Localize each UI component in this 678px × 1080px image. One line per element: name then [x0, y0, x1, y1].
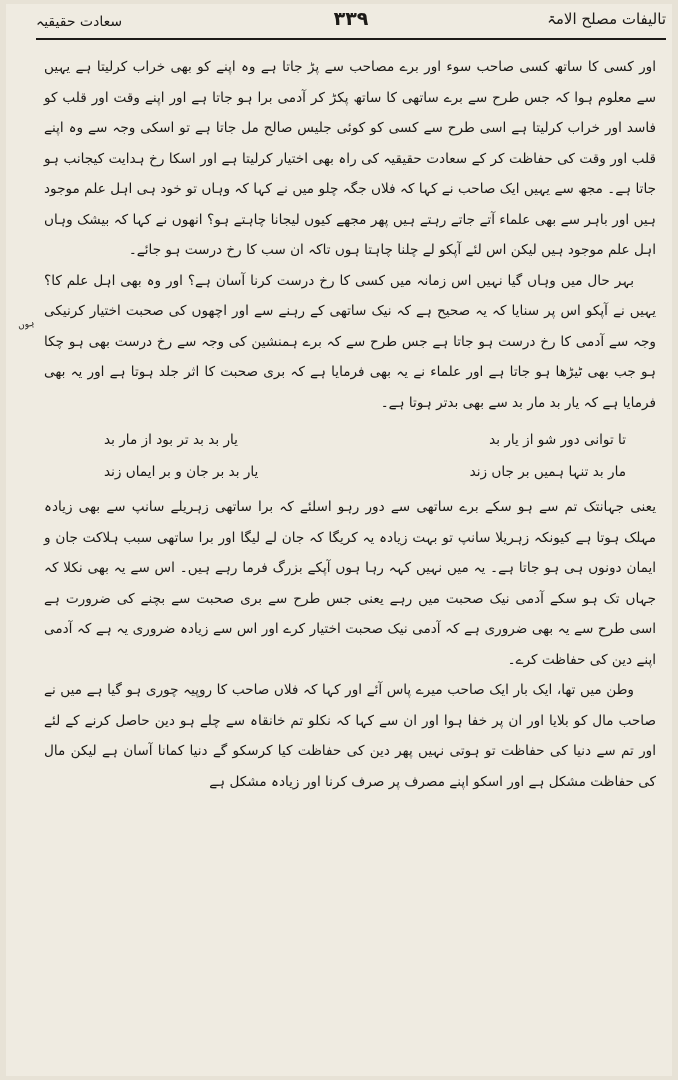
book-page [6, 4, 672, 1076]
verse-row [44, 456, 656, 488]
paragraph-4: وطن میں تھا، ایک بار ایک صاحب میرے پاس آئے اور کہا کہ فلاں صاحب کا روپیہ چوری ہو گیا ہے میں نے صاحب مال کو بلایا اور ان پر خفا ہوا اور ان سے کہا کہ نکلو تم خانقاہ سے چلے ہو دین حاصل کرنے کے لئے اور تم سے دنیا کی حفاظت تو ہوتی نہیں پھر دین کی حفاظت کیا کرسکو گے دنیا کمانا آسان ہے لیکن مال کی حفاظت مشکل ہے اور اسکو اپنے مصرف پر صرف کرنا اور زیادہ مشکل ہے [44, 682, 656, 790]
paragraph-3: یعنی جہانتک تم سے ہو سکے برے ساتھی سے دور رہو اسلئے کہ برا ساتھی زہریلے سانپ سے بھی زیادہ مہلک ہوتا ہے کیونکہ زہریلا سانپ تو بہت زیادہ یہ کریگا کہ جان لے لیگا اور برا ساتھی سبب ہلاکت جان و ایمان دونوں ہی ہو جاتا ہے۔ یہ میں نہیں کہہ رہا ہوں آپکے بزرگ فرما رہے ہیں۔ اس سے یہ بھی نکلا کہ جہاں تک ہو سکے آدمی نیک صحبت میں رہے یعنی جس طرح سے بری صحبت سے بچنے کی ضرورت ہے اسی طرح سے یہ بھی ضروری ہے کہ آدمی نیک صحبت اختیار کرے اور اس سے زیادہ ضروری یہ ہے کہ آدمی اپنے دین کی حفاظت کرے۔ [44, 499, 656, 668]
header-rule [36, 38, 666, 40]
book-title: تالیفات مصلح الامۃ [547, 10, 666, 28]
persian-verses [44, 424, 656, 488]
verse-hemistich: مار بد تنہا ہمیں بر جاں زند [469, 464, 626, 480]
chapter-title: سعادت حقیقیہ [36, 14, 123, 30]
page-number: ۳۳۹ [333, 8, 369, 30]
page-header [36, 8, 666, 36]
verse-hemistich: تا توانی دور شو از یار بد [489, 432, 626, 448]
verse-hemistich: یار بد بر جان و بر ایماں زند [104, 464, 259, 480]
page-body [17, 52, 656, 1064]
paragraph-1: اور کسی کا ساتھ کسی صاحب سوء اور برے مصاحب سے پڑ جاتا ہے وہ اپنے کو بھی خراب کرلیتا ہے یہیں سے معلوم ہوا کہ جس طرح سے برے ساتھی کا ساتھ پکڑ کر آدمی برا ہو جاتا ہے اور اپنے وقت اور قلب کو فاسد اور خراب کرلیتا ہے اسی طرح سے کسی کو کوئی جلیس صالح مل جاتا ہے تو اسکی وجہ سے وہ اپنے قلب اور وقت کی حفاظت کر کے سعادت حقیقیہ کی راہ بھی اختیار کرلیتا ہے اور اسکا رخ ہدایت کیجانب ہو جاتا ہے۔ مجھ سے یہیں ایک صاحب نے کہا کہ فلاں جگہ چلو میں نے کہا کہ وہاں تو خود ہی اہل علم موجود ہیں اور باہر سے بھی علماء آتے جاتے رہتے ہیں پھر مجھے کیوں لیجانا چاہتے ہو؟ انھوں نے کہا کہ بیشک وہاں اہل علم موجود ہیں لیکن اس لئے آپکو لے چلنا چاہتا ہوں تاکہ ان سب کا رخ درست ہو جائے۔ [44, 59, 656, 258]
verse-hemistich: یار بد بد تر بود از مار بد [104, 432, 238, 448]
verse-row [44, 424, 656, 456]
paragraph-2: بہر حال میں وہاں گیا نہیں اس زمانہ میں کسی کا رخ درست کرنا آسان ہے؟ اور وہ بھی اہل علم کا؟ یہیں نے آپکو اس پر سنایا کہ یہ صحیح ہے کہ نیک ساتھی کے رہنے سے اور اچھوں کی صحبت اختیار کرنیکی وجہ سے آدمی کا رخ درست ہو جاتا ہے جس طرح سے کہ برے ہمنشین کی وجہ سے رخ درست بھی ہو چکا ہو جب بھی ٹیڑھا ہو جاتا ہے اور علماء نے یہ بھی فرمایا ہے کہ بری صحبت کا اثر جلد ہوتا ہے اور یہ بھی فرمایا ہے کہ یار بد مار بد سے بھی بدتر ہوتا ہے۔ [44, 272, 656, 411]
margin-note: ہوں [17, 318, 36, 332]
